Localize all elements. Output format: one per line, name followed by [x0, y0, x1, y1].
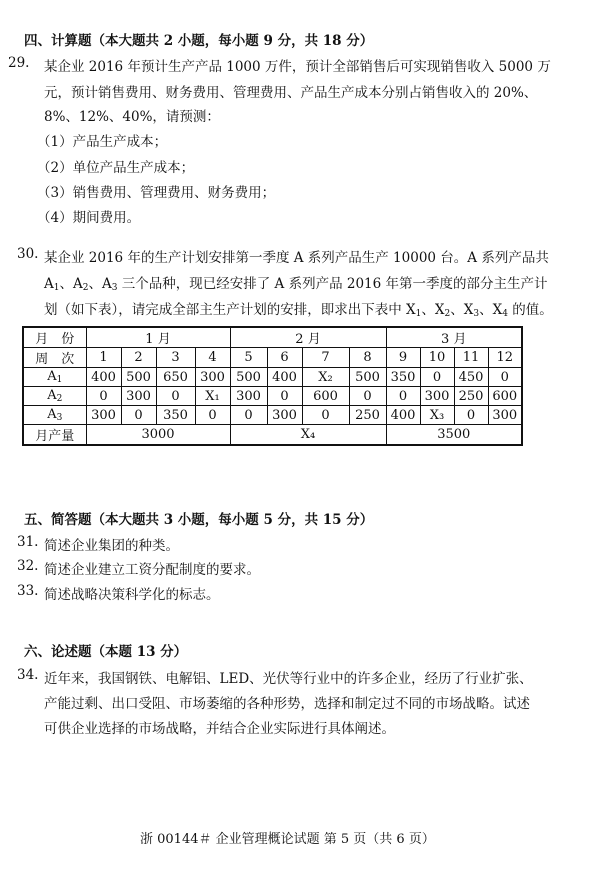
row-sub: 1	[56, 375, 63, 385]
q34-line-1: 近年来，我国钢铁、电解铝、LED、光伏等行业中的许多企业，经历了行业扩张、	[44, 671, 533, 687]
table-cell: 0	[454, 406, 488, 425]
table-cell: 500	[230, 368, 267, 387]
table-cell: 300	[267, 406, 302, 425]
table-cell: 0	[302, 406, 349, 425]
q30-l3-a: 划（如下表），请完成全部主生产计划的安排，即求出下表中 X	[44, 302, 416, 318]
table-cell: 350	[386, 368, 420, 387]
q34-line-3: 可供企业选择的市场战略，并结合企业实际进行具体阐述。	[44, 721, 395, 737]
row-letter: A	[47, 388, 57, 403]
q29-item-2: （2）单位产品生产成本；	[37, 160, 195, 176]
row-label-cell	[23, 387, 86, 406]
table-cell: 0	[121, 406, 156, 425]
table-cell: 650	[156, 368, 195, 387]
q29-item-4: （4）期间费用。	[37, 210, 141, 226]
month-cell: 2 月	[230, 327, 386, 348]
q29-number: 29.	[8, 55, 30, 71]
row-letter: A	[47, 407, 57, 422]
q29-item-3: （3）销售费用、管理费用、财务费用；	[37, 185, 276, 201]
table-row-weeks	[23, 348, 522, 368]
q34-number: 34.	[17, 667, 39, 683]
q30-l3-s3: 3	[473, 309, 480, 319]
table-cell: X₁	[195, 387, 230, 406]
q34-line-2: 产能过剩、出口受阻、市场萎缩的各种形势，选择和制定过不同的市场战略。试述	[44, 696, 530, 712]
week-cell: 1	[86, 348, 121, 368]
table-cell: 450	[454, 368, 488, 387]
week-cell: 4	[195, 348, 230, 368]
table-cell: 0	[488, 368, 522, 387]
table-cell: X₂	[302, 368, 349, 387]
q30-c: 、A	[88, 276, 112, 292]
q31-text: 简述企业集团的种类。	[44, 538, 179, 554]
table-cell: 0	[230, 406, 267, 425]
table-row-a1	[23, 368, 522, 387]
month-cell: 3 月	[386, 327, 522, 348]
row-label-cell	[23, 406, 86, 425]
section-5-heading: 五、简答题（本大题共 3 小题，每小题 5 分，共 15 分）	[24, 512, 374, 528]
table-cell: 0	[86, 387, 121, 406]
table-cell: 500	[121, 368, 156, 387]
table-cell: 400	[267, 368, 302, 387]
week-cell: 7	[302, 348, 349, 368]
q30-d: 三个品种，现已经安排了 A 系列产品 2016 年第一季度的部分主生产计	[117, 276, 548, 292]
q30-c-sub: 3	[111, 283, 118, 293]
page-footer: 浙 00144＃ 企业管理概论试题 第 5 页（共 6 页）	[140, 832, 435, 847]
table-cell: 300	[420, 387, 454, 406]
q30-l3-s4: 4	[502, 309, 508, 319]
table-cell: 300	[121, 387, 156, 406]
table-cell: 350	[156, 406, 195, 425]
monthly-cell: X₄	[230, 425, 386, 446]
q30-line-3	[44, 298, 553, 319]
q30-a: A	[44, 276, 54, 292]
q30-l3-e: 的值。	[507, 302, 553, 318]
table-cell: 300	[230, 387, 267, 406]
table-cell: 300	[195, 368, 230, 387]
row-letter: A	[47, 369, 57, 384]
table-cell: 0	[420, 368, 454, 387]
section-6-heading: 六、论述题（本题 13 分）	[24, 644, 188, 660]
q29-item-1: （1）产品生产成本；	[37, 134, 168, 150]
table-cell: X₃	[420, 406, 454, 425]
q31-number: 31.	[17, 534, 39, 550]
table-cell: 0	[195, 406, 230, 425]
row-sub: 2	[56, 394, 63, 404]
q33-number: 33.	[17, 583, 39, 599]
table-cell: 300	[488, 406, 522, 425]
week-cell: 3	[156, 348, 195, 368]
week-cell: 6	[267, 348, 302, 368]
table-cell: 250	[349, 406, 386, 425]
monthly-cell: 3000	[86, 425, 230, 446]
q30-l3-d: 、X	[479, 302, 503, 318]
q30-l3-c: 、X	[450, 302, 474, 318]
q32-number: 32.	[17, 558, 39, 574]
q30-number: 30.	[17, 246, 39, 262]
table-cell: 300	[86, 406, 121, 425]
table-cell: 600	[488, 387, 522, 406]
table-row-monthly-output	[23, 425, 522, 446]
q32-text: 简述企业建立工资分配制度的要求。	[44, 562, 260, 578]
q30-line-2	[44, 272, 548, 293]
week-cell: 5	[230, 348, 267, 368]
q29-line-2: 元，预计销售费用、财务费用、管理费用、产品生产成本分别占销售收入的 20%、	[44, 85, 538, 101]
q29-line-1: 某企业 2016 年预计生产产品 1000 万件，预计全部销售后可实现销售收入 5000 万	[44, 59, 551, 75]
week-label-cell: 周 次	[23, 348, 86, 368]
monthly-cell: 3500	[386, 425, 522, 446]
table-cell: 0	[156, 387, 195, 406]
q33-text: 简述战略决策科学化的标志。	[44, 587, 220, 603]
table-row-a2	[23, 387, 522, 406]
q29-line-3: 8%、12%、40%，请预测：	[44, 109, 220, 125]
q30-line-1: 某企业 2016 年的生产计划安排第一季度 A 系列产品生产 10000 台。A 系列产品共	[44, 250, 549, 266]
week-cell: 2	[121, 348, 156, 368]
table-cell: 400	[86, 368, 121, 387]
row-label-cell	[23, 368, 86, 387]
q30-a-sub: 1	[53, 283, 60, 293]
q30-l3-s2: 2	[444, 309, 451, 319]
q30-l3-s1: 1	[415, 309, 422, 319]
table-cell: 600	[302, 387, 349, 406]
table-row-months	[23, 327, 522, 348]
q30-l3-b: 、X	[421, 302, 445, 318]
table-cell: 0	[349, 387, 386, 406]
table-cell: 400	[386, 406, 420, 425]
week-cell: 10	[420, 348, 454, 368]
week-cell: 11	[454, 348, 488, 368]
table-cell: 0	[386, 387, 420, 406]
week-cell: 12	[488, 348, 522, 368]
table-row-a3	[23, 406, 522, 425]
month-cell: 1 月	[86, 327, 230, 348]
table-cell: 0	[267, 387, 302, 406]
q30-b: 、A	[59, 276, 83, 292]
section-4-heading: 四、计算题（本大题共 2 小题，每小题 9 分，共 18 分）	[24, 33, 374, 49]
table-cell: 500	[349, 368, 386, 387]
monthly-label-cell: 月产量	[23, 425, 86, 446]
q30-b-sub: 2	[82, 283, 89, 293]
week-cell: 8	[349, 348, 386, 368]
table-cell: 250	[454, 387, 488, 406]
row-sub: 3	[56, 413, 63, 423]
month-label-cell: 月 份	[23, 327, 86, 348]
week-cell: 9	[386, 348, 420, 368]
production-schedule-table	[22, 326, 523, 446]
